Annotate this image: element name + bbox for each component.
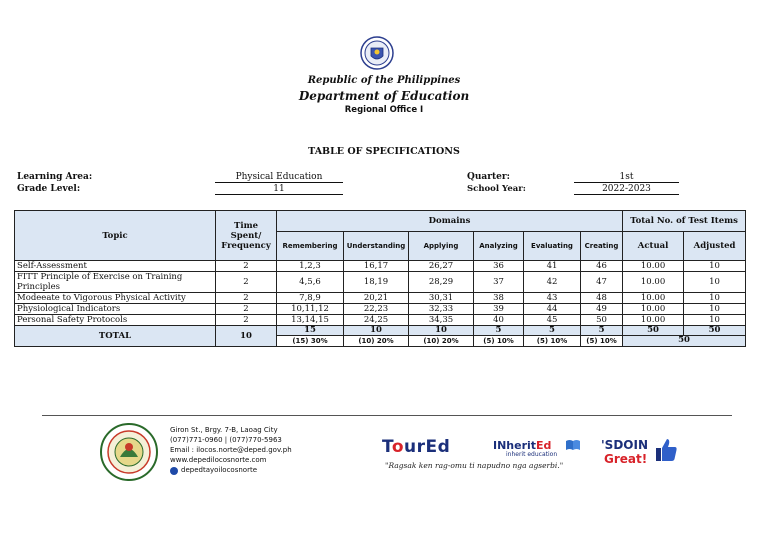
adjusted-cell: 10 xyxy=(684,304,746,315)
sdoin-logo: 'SDOIN xyxy=(601,438,648,452)
item-cell: 45 xyxy=(524,315,581,326)
item-cell: 18,19 xyxy=(344,272,409,293)
domain-header: Analyzing xyxy=(474,232,524,261)
grand-total: 50 xyxy=(623,336,746,347)
table-row xyxy=(15,272,746,293)
domain-count: 5 xyxy=(581,326,623,336)
topic-cell: FITT Principle of Exercise on Training Principles xyxy=(15,272,216,293)
inherited-logo-part: INherit xyxy=(493,439,537,452)
item-cell: 42 xyxy=(524,272,581,293)
time-cell: 2 xyxy=(216,261,277,272)
item-cell: 32,33 xyxy=(409,304,474,315)
table-row xyxy=(15,315,746,326)
total-adjusted: 50 xyxy=(684,326,746,336)
adjusted-cell: 10 xyxy=(684,293,746,304)
domain-count: 15 xyxy=(277,326,344,336)
time-cell: 2 xyxy=(216,272,277,293)
domains-header: Domains xyxy=(277,211,623,232)
header-republic: Republic of the Philippines xyxy=(307,75,461,86)
item-cell: 20,21 xyxy=(344,293,409,304)
footer-website[interactable]: www.depedilocosnorte.com xyxy=(170,456,267,464)
grade-level-value: 11 xyxy=(215,184,343,195)
table-header-row xyxy=(15,211,746,232)
item-cell: 49 xyxy=(581,304,623,315)
actual-cell: 10.00 xyxy=(623,261,684,272)
facebook-icon xyxy=(170,467,178,475)
table-row xyxy=(15,304,746,315)
time-header: Time Spent/ Frequency xyxy=(216,211,277,261)
item-cell: 36 xyxy=(474,261,524,272)
actual-cell: 10.00 xyxy=(623,272,684,293)
domain-header: Remembering xyxy=(277,232,344,261)
adjusted-cell: 10 xyxy=(684,272,746,293)
toured-logo-part: o xyxy=(391,437,405,457)
actual-cell: 10.00 xyxy=(623,293,684,304)
topic-cell: Physiological Indicators xyxy=(15,304,216,315)
domain-count: 5 xyxy=(524,326,581,336)
school-year-value: 2022-2023 xyxy=(574,184,679,195)
learning-area-value: Physical Education xyxy=(215,172,343,183)
item-cell: 22,23 xyxy=(344,304,409,315)
item-cell: 40 xyxy=(474,315,524,326)
school-year-label: School Year: xyxy=(467,184,526,194)
thumbs-up-icon xyxy=(654,437,678,463)
great-logo: Great! xyxy=(604,452,648,466)
table-row xyxy=(15,293,746,304)
item-cell: 28,29 xyxy=(409,272,474,293)
actual-header: Actual xyxy=(623,232,684,261)
item-cell: 1,2,3 xyxy=(277,261,344,272)
domain-count: 5 xyxy=(474,326,524,336)
quarter-value: 1st xyxy=(574,172,679,183)
item-cell: 7,8,9 xyxy=(277,293,344,304)
item-cell: 44 xyxy=(524,304,581,315)
topic-cell: Personal Safety Protocols xyxy=(15,315,216,326)
item-cell: 34,35 xyxy=(409,315,474,326)
learning-area-label: Learning Area: xyxy=(17,172,93,182)
total-actual: 50 xyxy=(623,326,684,336)
total-label: TOTAL xyxy=(15,326,216,347)
item-cell: 13,14,15 xyxy=(277,315,344,326)
adjusted-cell: 10 xyxy=(684,315,746,326)
adjusted-header: Adjusted xyxy=(684,232,746,261)
item-cell: 43 xyxy=(524,293,581,304)
item-cell: 39 xyxy=(474,304,524,315)
header-regional-office: Regional Office I xyxy=(344,105,424,115)
domain-count: 10 xyxy=(409,326,474,336)
item-cell: 24,25 xyxy=(344,315,409,326)
domain-header: Evaluating xyxy=(524,232,581,261)
topic-cell: Modeeate to Vigorous Physical Activity xyxy=(15,293,216,304)
item-cell: 46 xyxy=(581,261,623,272)
toured-logo-part: T xyxy=(382,437,392,457)
domain-percent: (10) 20% xyxy=(409,336,474,347)
actual-cell: 10.00 xyxy=(623,304,684,315)
deped-seal-icon xyxy=(360,36,394,70)
time-cell: 2 xyxy=(216,304,277,315)
item-cell: 37 xyxy=(474,272,524,293)
actual-cell: 10.00 xyxy=(623,315,684,326)
book-icon xyxy=(565,439,581,451)
footer-divider xyxy=(42,415,732,416)
domain-header: Creating xyxy=(581,232,623,261)
footer-email: Email : ilocos.norte@deped.gov.ph xyxy=(170,446,292,454)
topic-header: Topic xyxy=(15,211,216,261)
item-cell: 47 xyxy=(581,272,623,293)
domain-count: 10 xyxy=(344,326,409,336)
domain-percent: (15) 30% xyxy=(277,336,344,347)
total-time: 10 xyxy=(216,326,277,347)
domain-percent: (5) 10% xyxy=(581,336,623,347)
quarter-label: Quarter: xyxy=(467,172,510,182)
footer-facebook[interactable]: depedtayoilocosnorte xyxy=(181,466,258,474)
deped-ilocos-norte-seal-icon xyxy=(100,423,158,481)
domain-percent: (5) 10% xyxy=(524,336,581,347)
domain-header: Applying xyxy=(409,232,474,261)
domain-header: Understanding xyxy=(344,232,409,261)
item-cell: 41 xyxy=(524,261,581,272)
inherited-logo-part: Ed xyxy=(536,439,552,452)
grade-level-label: Grade Level: xyxy=(17,184,81,194)
topic-cell: Self-Assessment xyxy=(15,261,216,272)
total-items-header: Total No. of Test Items xyxy=(623,211,746,232)
item-cell: 16,17 xyxy=(344,261,409,272)
specifications-table xyxy=(14,210,746,347)
toured-logo-part: urEd xyxy=(404,437,451,457)
domain-percent: (5) 10% xyxy=(474,336,524,347)
item-cell: 10,11,12 xyxy=(277,304,344,315)
header-department: Department of Education xyxy=(298,89,470,103)
footer-phone: (077)771-0960 | (077)770-5963 xyxy=(170,436,282,444)
item-cell: 30,31 xyxy=(409,293,474,304)
item-cell: 48 xyxy=(581,293,623,304)
time-cell: 2 xyxy=(216,315,277,326)
item-cell: 26,27 xyxy=(409,261,474,272)
total-row xyxy=(15,326,746,336)
item-cell: 50 xyxy=(581,315,623,326)
domain-percent: (10) 20% xyxy=(344,336,409,347)
item-cell: 4,5,6 xyxy=(277,272,344,293)
document-title: TABLE OF SPECIFICATIONS xyxy=(308,146,460,157)
footer-tagline: "Ragsak ken rag-omu ti napudno nga agserbi." xyxy=(385,461,564,470)
toured-logo xyxy=(382,437,450,457)
inherited-subtitle: inherit education xyxy=(506,451,558,458)
adjusted-cell: 10 xyxy=(684,261,746,272)
footer-address: Giron St., Brgy. 7-B, Laoag City xyxy=(170,426,278,434)
item-cell: 38 xyxy=(474,293,524,304)
time-cell: 2 xyxy=(216,293,277,304)
table-row xyxy=(15,261,746,272)
